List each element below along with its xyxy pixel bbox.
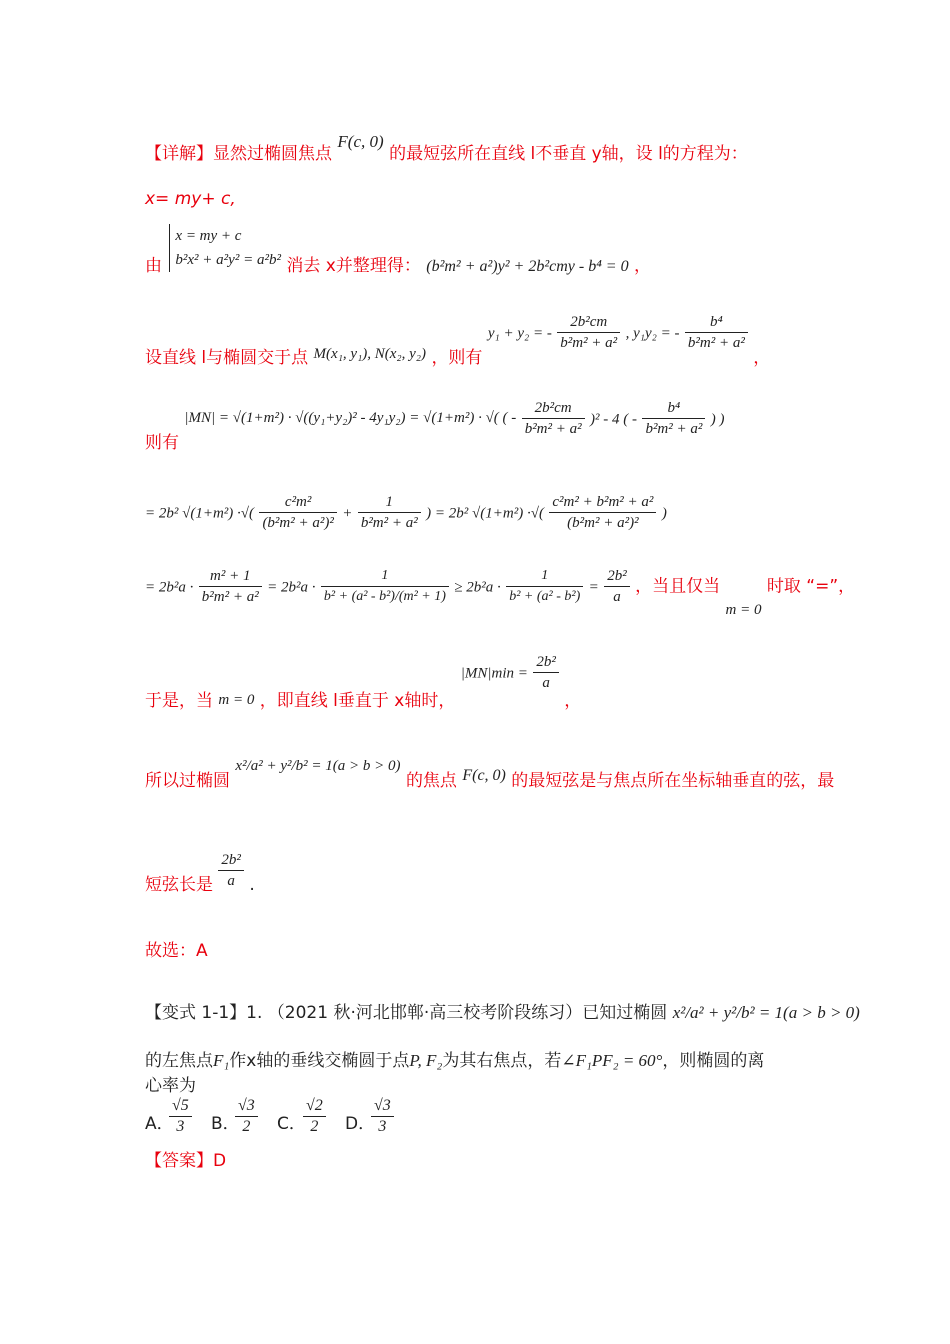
min-chord-fraction: [533, 652, 559, 693]
sum-y: y₁ + y₂ = -: [487, 325, 552, 342]
variant-line-3: 心率为: [145, 1076, 196, 1096]
option-b-den: 2: [242, 1118, 251, 1135]
option-a-den: 3: [176, 1118, 185, 1135]
option-c-den: 2: [310, 1118, 319, 1135]
option-b-label[interactable]: B．: [211, 1114, 240, 1134]
chord-f2-denominator: b²m² + a²: [645, 421, 703, 437]
focus-point: F(c, 0): [462, 767, 506, 784]
variant-answer: 【答案】D: [145, 1151, 227, 1171]
comma: ，: [753, 347, 771, 368]
system-eq-1: x = my + c: [175, 228, 242, 244]
frac-7-1: [199, 566, 262, 607]
chord-fraction-2: [642, 398, 705, 439]
option-b-num: √3: [235, 1096, 258, 1117]
frac-6-2: [358, 492, 421, 533]
variant-line-2: [145, 1046, 764, 1071]
sum-numerator: 2b²cm: [557, 312, 620, 333]
expr-6b: ) = 2b² √(1+m²) ·√(: [426, 505, 544, 522]
frac-7-2: [321, 566, 449, 607]
detail-line-1: [145, 132, 748, 164]
product-denominator: b²m² + a²: [687, 335, 745, 351]
option-d-value[interactable]: [371, 1096, 394, 1137]
option-d-num: √3: [371, 1096, 394, 1117]
frac-7-2-den: b² + (a² - b²)/(m² + 1): [323, 589, 446, 604]
frac-6-3-num: c²m² + b²m² + a²: [549, 492, 656, 513]
chord-f1-numerator: 2b²cm: [522, 398, 585, 419]
detail-line-9: [145, 742, 835, 791]
option-d-den: 3: [378, 1118, 387, 1135]
frac-7-3-den: b² + (a² - b²): [509, 589, 581, 604]
expr-7b: = 2b²a ·: [267, 579, 316, 596]
text-focus: 的焦点: [405, 771, 457, 791]
frac-7-3: [506, 566, 583, 607]
chord-f2-numerator: b⁴: [642, 398, 705, 419]
detail-line-8: [145, 652, 582, 711]
plus: +: [342, 505, 353, 522]
comma: ，: [564, 690, 582, 711]
option-d-label[interactable]: D．: [345, 1114, 376, 1134]
frac-7-4: [604, 566, 630, 607]
frac-6-1-den: (b²m² + a²)²: [262, 515, 334, 531]
min-chord-num: 2b²: [533, 652, 559, 673]
focus-point-math: F(c, 0): [337, 132, 384, 151]
close-paren: ): [661, 505, 667, 522]
expr-7a: = 2b²a ·: [145, 579, 194, 596]
option-a-value[interactable]: [169, 1096, 192, 1137]
text-right-focus: 为其右焦点，若: [442, 1051, 562, 1071]
variant-ellipse-equation: x²/a² + y²/b² = 1(a > b > 0): [672, 1003, 860, 1022]
detail-line-5: [145, 398, 725, 453]
text-you: 由: [145, 256, 162, 276]
condition-m0: m = 0: [725, 601, 762, 618]
option-c-value[interactable]: [303, 1096, 326, 1137]
frac-6-3: [549, 492, 656, 533]
frac-7-4-den: a: [613, 589, 621, 605]
frac-6-2-num: 1: [358, 492, 421, 513]
frac-6-1: [259, 492, 336, 533]
sum-denominator: b²m² + a²: [560, 335, 618, 351]
variant-line-1: [145, 998, 860, 1023]
frac-7-3-num: 1: [506, 566, 583, 587]
chord-length-fraction: [218, 850, 244, 891]
frac-6-3-den: (b²m² + a²)²: [567, 515, 639, 531]
text-shortest-chord: 的最短弦是与焦点所在坐标轴垂直的弦，最: [511, 771, 835, 791]
option-b-value[interactable]: [235, 1096, 258, 1137]
detail-line-6: [145, 492, 667, 533]
frac-7-1-den: b²m² + a²: [201, 589, 259, 605]
chord-length-num: 2b²: [218, 850, 244, 871]
point-P-F2: P, F₂: [409, 1051, 443, 1070]
line-equation: x= my+ c,: [145, 189, 236, 209]
frac-6-2-den: b²m² + a²: [360, 515, 418, 531]
text-iff: ，当且仅当: [635, 576, 721, 597]
frac-7-1-num: m² + 1: [199, 566, 262, 587]
sum-fraction: [557, 312, 620, 353]
chord-length-den: a: [227, 873, 235, 889]
option-c-label[interactable]: C．: [277, 1114, 306, 1134]
period: .: [249, 874, 255, 895]
focus-F1: F₁: [213, 1051, 230, 1070]
option-a-num: √5: [169, 1096, 192, 1117]
variant-heading: 【变式 1-1】1. （2021 秋·河北邯郸·高三校考阶段练习）已知过椭圆: [145, 1003, 668, 1023]
text-perpendicular: 作x轴的垂线交椭圆于点: [229, 1051, 410, 1071]
quadratic-equation: (b²m² + a²)y² + 2b²cmy - b⁴ = 0: [426, 258, 629, 275]
condition-m0: m = 0: [218, 691, 255, 708]
text-equality: 时取 “=”，: [766, 576, 856, 597]
text-intersect: 设直线 l与椭圆交于点: [145, 347, 309, 368]
detail-line-3: [145, 224, 651, 276]
angle-condition: ∠F₁PF₂ = 60°: [561, 1051, 663, 1070]
equals: =: [588, 579, 599, 596]
text-eccentricity: ，则椭圆的离: [662, 1051, 765, 1071]
min-chord-den: a: [542, 675, 550, 691]
option-c-num: √2: [303, 1096, 326, 1117]
text-then-have: 则有: [145, 432, 179, 453]
chord-f1-denominator: b²m² + a²: [524, 421, 582, 437]
detail-heading: 【详解】显然过椭圆焦点: [145, 144, 332, 164]
product-numerator: b⁴: [685, 312, 748, 333]
detail-text: 的最短弦所在直线 l不垂直 y轴，设 l的方程为：: [389, 144, 748, 164]
min-chord-expr: |MN|min =: [460, 665, 528, 682]
text-chord-length: 短弦长是: [145, 874, 213, 895]
option-a-label[interactable]: A．: [145, 1114, 174, 1134]
expr-6a: = 2b² √(1+m²) ·√(: [145, 505, 255, 522]
text-eliminate: 消去 x并整理得：: [286, 256, 421, 276]
text-vertical: ，即直线 l垂直于 x轴时，: [259, 690, 456, 711]
frac-7-4-num: 2b²: [604, 566, 630, 587]
equation-system: [169, 224, 281, 272]
detail-line-7: [145, 566, 856, 618]
text-then: ，则有: [431, 347, 483, 368]
product-y: , y₁y₂ = -: [625, 325, 680, 342]
intersection-points: M(x₁, y₁), N(x₂, y₂): [313, 345, 427, 362]
comma: ，: [633, 256, 651, 276]
text-so-when: 于是，当: [145, 690, 213, 711]
ellipse-equation: x²/a² + y²/b² = 1(a > b > 0): [235, 758, 401, 774]
detail-line-4: [145, 312, 771, 368]
product-fraction: [685, 312, 748, 353]
frac-7-2-num: 1: [321, 566, 449, 587]
expr-7c: ≥ 2b²a ·: [454, 579, 501, 596]
text-so-ellipse: 所以过椭圆: [145, 771, 230, 791]
frac-6-1-num: c²m²: [259, 492, 336, 513]
answer-choice: 故选：A: [145, 941, 208, 961]
chord-fraction-1: [522, 398, 585, 439]
system-eq-2: b²x² + a²y² = a²b²: [175, 252, 281, 268]
text-left-focus: 的左焦点: [145, 1051, 213, 1071]
chord-mid: )² - 4 ( -: [590, 411, 638, 428]
chord-close: ) ): [710, 411, 725, 428]
detail-line-10: [145, 850, 255, 895]
chord-length-expr: |MN| = √(1+m²) · √((y₁+y₂)² - 4y₁y₂) = √(1+m²) · √( ( -: [184, 409, 517, 426]
